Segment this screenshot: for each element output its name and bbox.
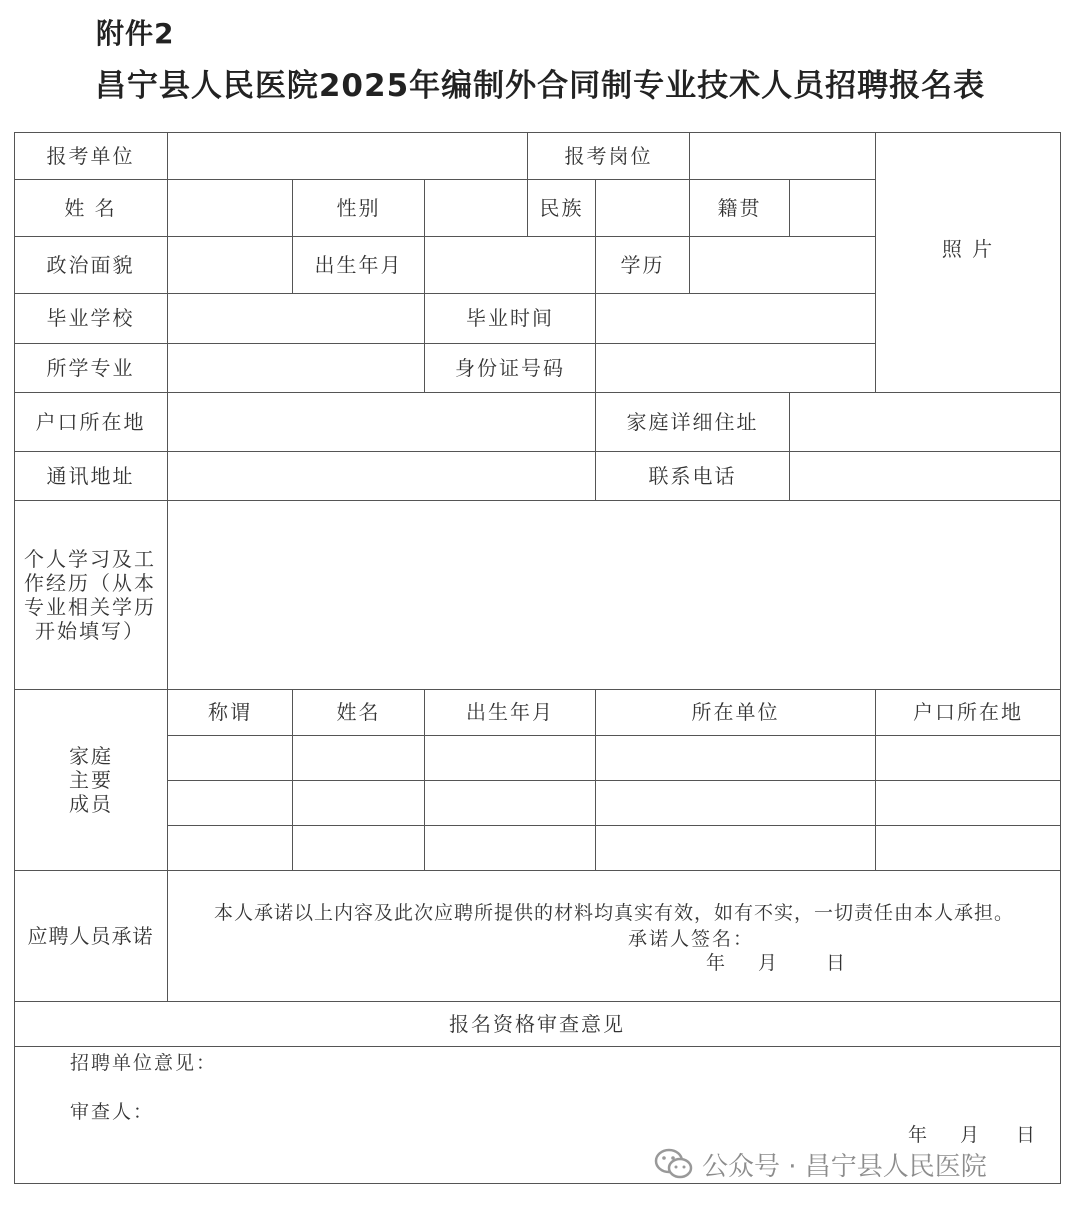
watermark [654,1145,987,1183]
field-gender[interactable] [425,179,527,236]
form-title: 昌宁县人民医院2025年编制外合同制专业技术人员招聘报名表 [94,68,986,104]
label-graduate-school: 毕业学校 [46,306,135,330]
field-home-address[interactable] [790,392,1060,451]
family-header-relation: 称谓 [208,700,252,724]
annex-label: 附件2 [96,17,175,50]
review-date-month: 月 [960,1124,980,1146]
label-ethnicity: 民族 [539,195,584,220]
family-header-unit: 所在单位 [691,700,780,724]
field-native-place[interactable] [790,179,875,236]
label-gender: 性别 [336,195,381,220]
family-member-row[interactable] [168,736,1060,780]
label-apply-unit: 报考单位 [46,143,135,168]
pledge-signature-label[interactable]: 承诺人签名： [628,928,755,950]
label-birth-date: 出生年月 [314,252,403,277]
rule [14,870,1061,871]
field-unit-opinion[interactable] [250,1050,1040,1110]
field-birth-date[interactable] [425,236,595,293]
field-apply-unit[interactable] [168,132,527,179]
pledge-date-month: 月 [758,952,778,974]
label-id-number: 身份证号码 [455,355,565,380]
label-pledge: 应聘人员承诺 [27,923,154,948]
label-phone: 联系电话 [648,463,737,488]
label-education: 学历 [620,252,665,277]
unit-opinion-label: 招聘单位意见： [70,1052,218,1074]
family-member-row[interactable] [168,781,1060,825]
rule [14,1183,1061,1184]
field-resume[interactable] [168,500,1060,689]
label-home-address: 家庭详细住址 [626,409,759,434]
family-header-birth: 出生年月 [466,700,554,724]
field-ethnicity[interactable] [596,179,689,236]
label-resume: 个人学习及工作经历（从本专业相关学历开始填写） [24,546,156,643]
label-graduate-time: 毕业时间 [466,306,554,330]
label-native-place: 籍贯 [717,195,762,220]
label-family: 家庭主要成员 [69,743,113,816]
label-hukou: 户口所在地 [35,409,146,434]
label-major: 所学专业 [46,355,135,380]
field-education[interactable] [690,236,875,293]
review-date-year: 年 [908,1124,928,1146]
field-graduate-school[interactable] [168,293,424,343]
pledge-date-day: 日 [826,952,846,974]
field-name[interactable] [168,179,292,236]
label-mailing-address: 通讯地址 [46,463,135,488]
reviewer-label: 审查人： [70,1101,155,1123]
field-major[interactable] [168,343,424,392]
review-date-day: 日 [1016,1124,1036,1146]
wechat-icon [654,1147,694,1181]
rule [14,1046,1061,1047]
label-apply-post: 报考岗位 [564,143,653,168]
field-phone[interactable] [790,451,1060,500]
field-apply-post[interactable] [690,132,875,179]
field-graduate-time[interactable] [596,293,875,343]
family-member-row[interactable] [168,826,1060,870]
rule [1060,132,1061,1184]
review-header: 报名资格审查意见 [449,1011,625,1036]
field-political-status[interactable] [168,236,292,293]
photo-box[interactable]: 照 片 [941,237,995,261]
field-mailing-address[interactable] [168,451,595,500]
field-id-number[interactable] [596,343,875,392]
pledge-date-year: 年 [706,952,726,974]
family-header-name: 姓名 [336,700,381,724]
watermark-text: 公众号 · 昌宁县人民医院 [702,1151,987,1182]
pledge-text: 本人承诺以上内容及此次应聘所提供的材料均真实有效，如有不实，一切责任由本人承担。 [213,902,1014,924]
label-name: 姓 名 [64,195,117,220]
family-header-hukou: 户口所在地 [913,700,1023,724]
label-political-status: 政治面貌 [46,252,135,277]
field-hukou[interactable] [168,392,595,451]
